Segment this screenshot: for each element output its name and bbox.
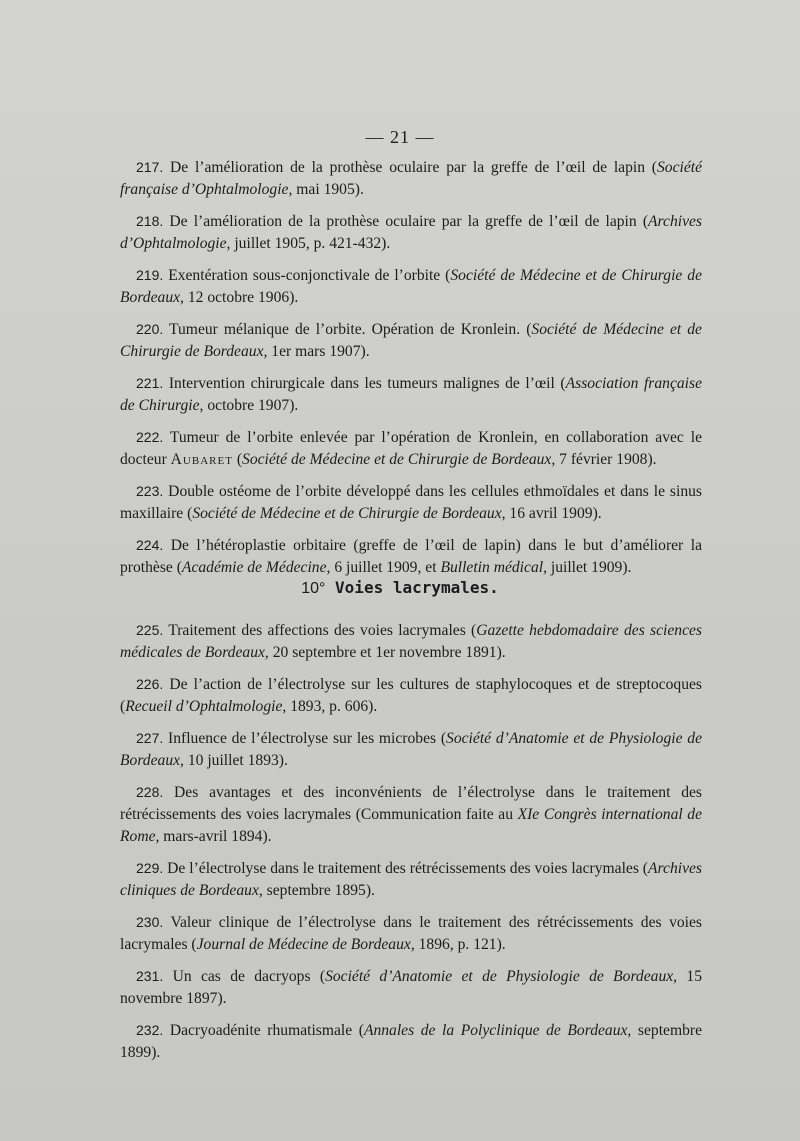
entry-223: 223. Double ostéome de l’orbite développé dans les cellules ethmoïdales et dans le sinus maxillaire (Société de Médecine et de Chirurgie de Bordeaux, 16 avril 1909). [120, 483, 702, 522]
entry-222: 222. Tumeur de l’orbite enlevée par l’opération de Kronlein, en collaboration avec le docteur Aubaret (Société de Médecine et de Chirurgie de Bordeaux, 7 février 1908). [120, 429, 702, 468]
entry-list-orbit [120, 156, 702, 588]
entry-217: 217. De l’amélioration de la prothèse oculaire par la greffe de l’œil de lapin (Société française d’Ophtalmologie, mai 1905). [120, 159, 702, 198]
entry-220: 220. Tumeur mélanique de l’orbite. Opération de Kronlein. (Société de Médecine et de Chirurgie de Bordeaux, 1er mars 1907). [120, 321, 702, 360]
entry-230: 230. Valeur clinique de l’électrolyse dans le traitement des rétrécissements des voies lacrymales (Journal de Médecine de Bordeaux, 1896, p. 121). [120, 914, 702, 953]
entry-226: 226. De l’action de l’électrolyse sur les cultures de staphylocoques et de streptocoques (Recueil d’Ophtalmologie, 1893, p. 606). [120, 676, 702, 715]
page-number: — 21 — [365, 127, 435, 147]
author-name: Aubaret [170, 451, 233, 468]
entry-229: 229. De l’électrolyse dans le traitement des rétrécissements des voies lacrymales (Archives cliniques de Bordeaux, septembre 1895). [120, 860, 702, 899]
entry-231: 231. Un cas de dacryops (Société d’Anatomie et de Physiologie de Bordeaux, 15 novembre 1897). [120, 968, 702, 1007]
entry-219: 219. Exentération sous-conjonctivale de l’orbite (Société de Médecine et de Chirurgie de Bordeaux, 12 octobre 1906). [120, 267, 703, 306]
entry-225: 225. Traitement des affections des voies lacrymales (Gazette hebdomadaire des sciences médicales de Bordeaux, 20 septembre et 1er novembre 1891). [120, 622, 703, 661]
entry-221: 221. Intervention chirurgicale dans les tumeurs malignes de l’œil (Association française de Chirurgie, octobre 1907). [120, 375, 703, 414]
entry-227: 227. Influence de l’électrolyse sur les microbes (Société d’Anatomie et de Physiologie de Bordeaux, 10 juillet 1893). [120, 730, 702, 769]
section-heading: 10° Voies lacrymales. [301, 578, 499, 597]
entry-228: 228. Des avantages et des inconvénients de l’électrolyse dans le traitement des rétrécissements des voies lacrymales (Communication faite au XIe Congrès international de Rome, mars-avril 1894). [120, 784, 703, 845]
entry-224: 224. De l’hétéroplastie orbitaire (greffe de l’œil de lapin) dans le but d’améliorer la prothèse (Académie de Médecine, 6 juillet 1909, et Bulletin médical, juillet 1909). [120, 537, 702, 576]
entry-list-lacrimal [120, 619, 702, 1073]
entry-218: 218. De l’amélioration de la prothèse oculaire par la greffe de l’œil de lapin (Archives d’Ophtalmologie, juillet 1905, p. 421-432). [120, 213, 702, 252]
entry-232: 232. Dacryoadénite rhumatismale (Annales de la Polyclinique de Bordeaux, septembre 1899). [120, 1022, 702, 1061]
